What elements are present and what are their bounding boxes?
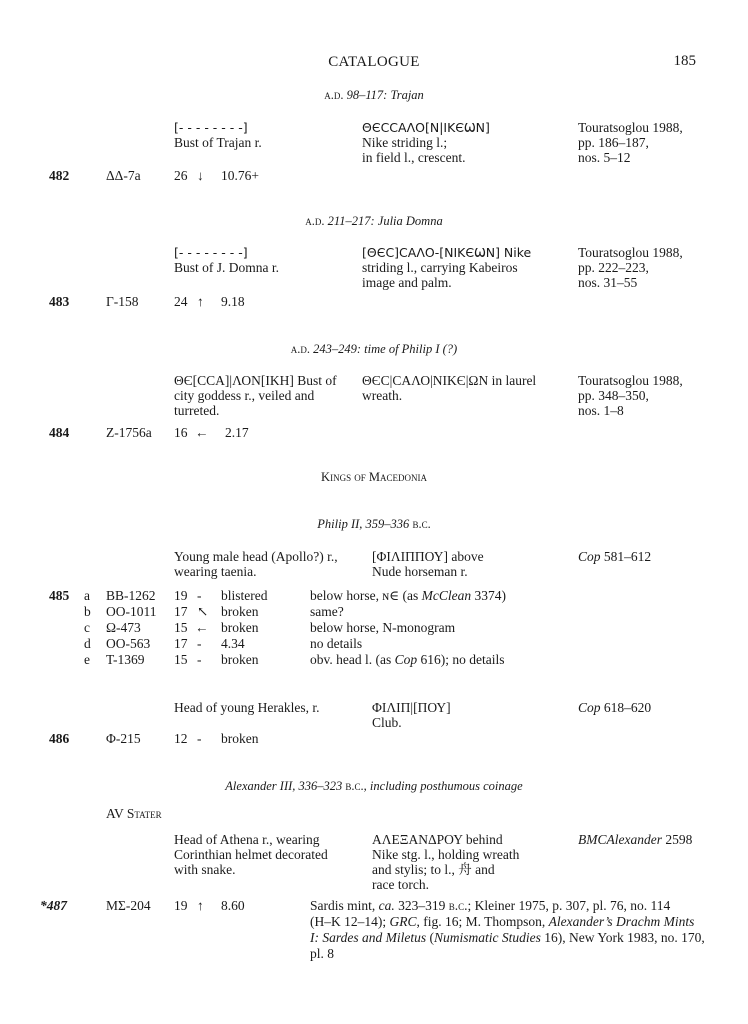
page-number: 185 (673, 53, 696, 69)
weight-482: 10.76+ (221, 168, 259, 183)
axis-arrow-icon: ↖ (197, 604, 209, 619)
die-id-483: Γ-158 (106, 294, 139, 309)
entry-number-482: 482 (49, 168, 70, 183)
entry-483-reverse: [ΘЄC]CΑΛΟ-[ΝΙΚЄѠΝ] Nike striding l., carrying Kabeiros image and palm. (362, 245, 532, 290)
size-484: 16 (174, 425, 188, 440)
section-heading-philip-i: a.d. 243–249: time of Philip I (?) (290, 342, 458, 356)
entry-486-reverse: ΦΙΛΙΠ|[ΠΟΥ] Club. (372, 700, 451, 730)
die-id-482: ΔΔ-7a (106, 168, 141, 183)
weight-486: broken (221, 731, 259, 746)
entry-485-reverse: [ΦΙΛΙΠΠΟΥ] above Nude horseman r. (372, 549, 484, 579)
axis-arrow-icon-484: ← (195, 425, 209, 440)
entry-487-commentary: Sardis mint, ca. 323–319 b.c.; Kleiner 1975, p. 307, pl. 76, no. 114 (H–K 12–14); GRC, fig. 16; M. Thompson, Alexander’s Drachm Mints I: Sardes and Miletus (Numismatic Studies 16), New York 1983, no. 170, pl. 8 (310, 898, 705, 961)
entry-486-obverse: Head of young Herakles, r. (174, 700, 320, 715)
entry-487-obverse: Head of Athena r., wearing Corinthian helmet decorated with snake. (174, 832, 328, 877)
entry-number-486: 486 (49, 731, 70, 746)
entry-486-reference: Cop 618–620 (578, 700, 652, 715)
section-heading-alexander-iii: Alexander III, 336–323 b.c., including posthumous coinage (225, 779, 523, 793)
entry-485-obverse: Young male head (Apollo?) r., wearing taenia. (174, 549, 338, 579)
axis-arrow-icon: ← (195, 620, 209, 635)
weight-487: 8.60 (221, 898, 245, 913)
die-id-486: Φ-215 (106, 731, 141, 746)
axis-arrow-icon: - (197, 588, 202, 603)
entry-482-obverse: [- - - - - - - -] Bust of Trajan r. (174, 120, 262, 150)
entry-485-reference: Cop 581–612 (578, 549, 652, 564)
section-heading-philip-ii: Philip II, 359–336 b.c. (317, 517, 431, 531)
section-heading-julia-domna: a.d. 211–217: Julia Domna (305, 214, 443, 228)
entry-number-485: 485 (49, 588, 70, 603)
subsection-heading-av-stater: AV Stater (106, 806, 162, 821)
size-482: 26 (174, 168, 188, 183)
axis-arrow-icon-482: ↓ (197, 168, 204, 183)
entry-number-484: 484 (49, 425, 70, 440)
entry-482-reverse: ΘЄCCΑΛΟ[Ν|ΙΚЄѠΝ] Nike striding l.; in field l., crescent. (362, 120, 490, 165)
section-heading-trajan: a.d. 98–117: Trajan (324, 88, 424, 102)
axis-arrow-icon-483: ↑ (197, 294, 204, 309)
size-483: 24 (174, 294, 188, 309)
weight-483: 9.18 (221, 294, 245, 309)
entry-number-483: 483 (49, 294, 70, 309)
size-487: 19 (174, 898, 188, 913)
entry-482-reference: Touratsoglou 1988, pp. 186–187, nos. 5–12 (578, 120, 683, 165)
page-title: CATALOGUE (328, 54, 420, 70)
entry-number-487: *487 (40, 898, 67, 913)
size-486: 12 (174, 731, 188, 746)
entry-483-obverse: [- - - - - - - -] Bust of J. Domna r. (174, 245, 280, 275)
axis-arrow-icon: - (197, 636, 202, 651)
axis-arrow-icon: - (197, 652, 202, 667)
axis-arrow-icon-486: - (197, 731, 202, 746)
entry-487-reference: BMCAlexander 2598 (578, 832, 693, 847)
die-id-484: Z-1756a (106, 425, 152, 440)
entry-483-reference: Touratsoglou 1988, pp. 222–223, nos. 31–55 (578, 245, 683, 290)
die-id-487: ΜΣ-204 (106, 898, 151, 913)
section-heading-kings-of-macedonia: Kings of Macedonia (321, 470, 427, 484)
entry-484-obverse: ΘЄ[CCΑ]|ΛΟΝ[ΙΚΗ] Bust of city goddess r., veiled and turreted. (174, 373, 337, 418)
entry-484-reference: Touratsoglou 1988, pp. 348–350, nos. 1–8 (578, 373, 683, 418)
running-head (0, 54, 748, 70)
entry-487-reverse: ΑΛΕΞΑΝΔΡΟΥ behind Nike stg. l., holding wreath and stylis; to l., ⾈ and race torch. (372, 832, 520, 892)
entry-484-reverse: ΘЄC|CΑΛΟ|ΝΙΚЄ|ΩΝ in laurel wreath. (362, 373, 537, 403)
axis-arrow-icon-487: ↑ (197, 898, 204, 913)
weight-484: 2.17 (225, 425, 249, 440)
